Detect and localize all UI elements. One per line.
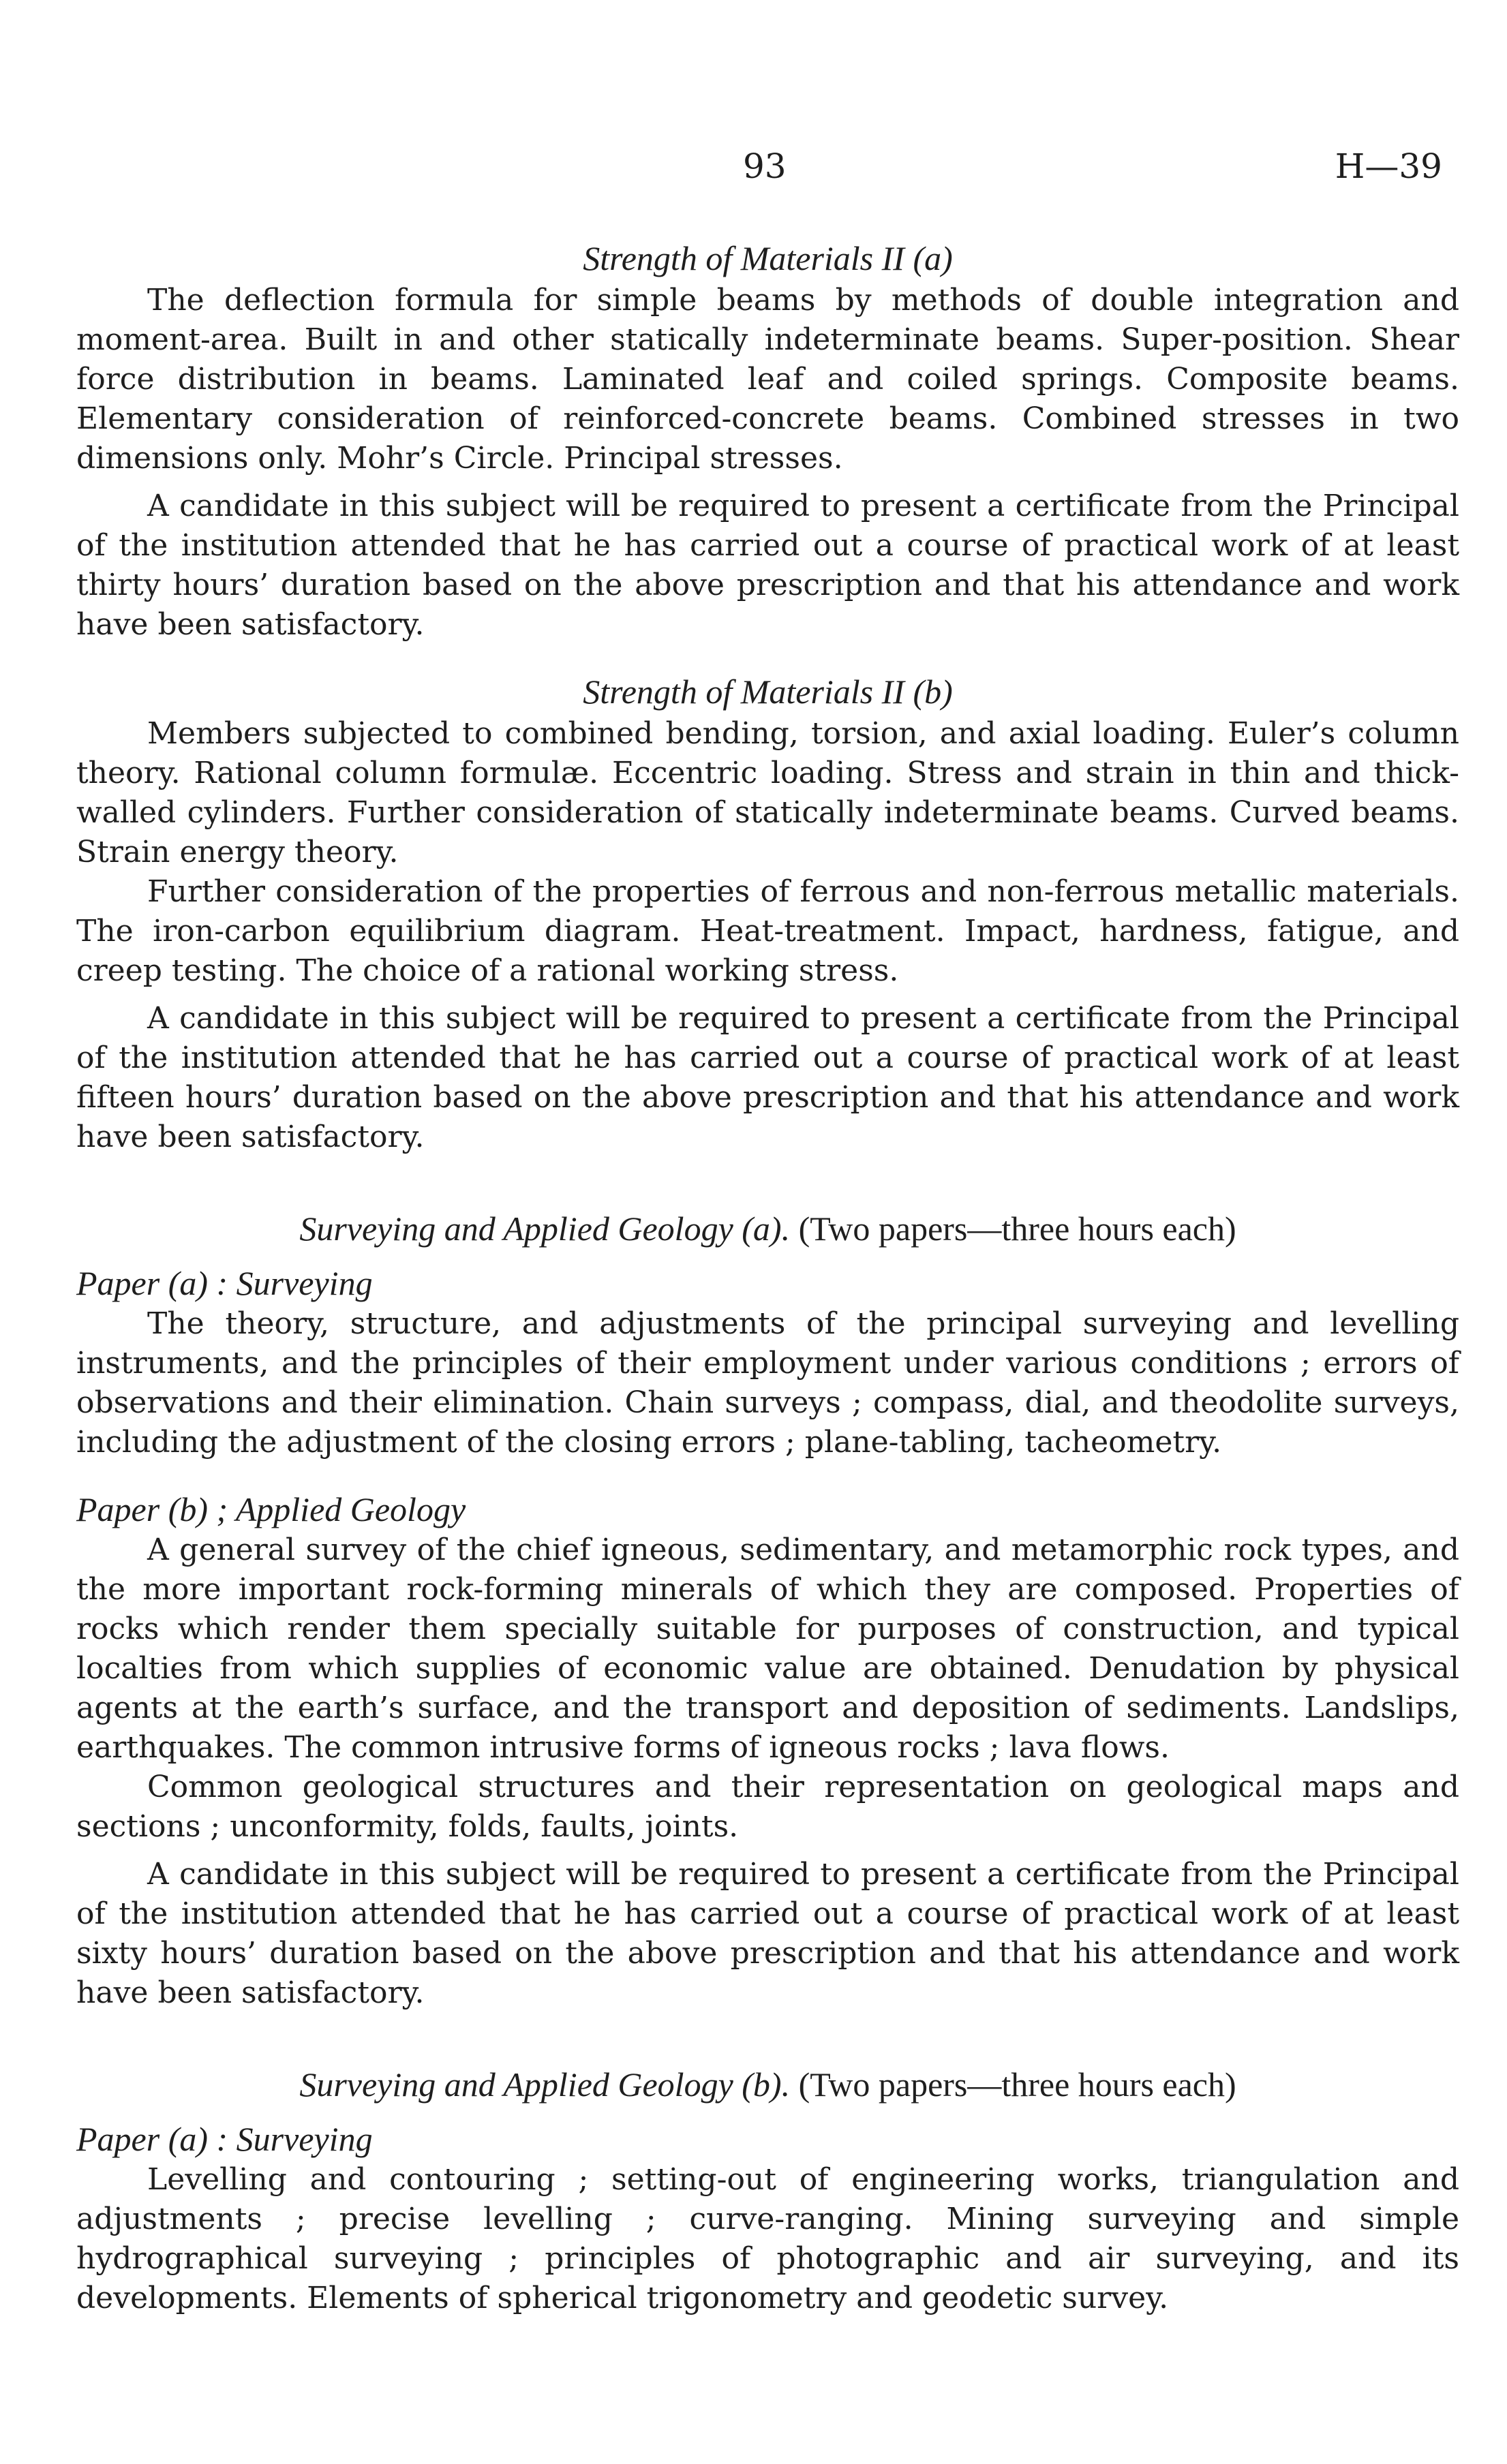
page-number: 93: [743, 147, 787, 186]
paragraph: Members subjected to combined bending, torsion, and axial loading. Euler’s column theory. Rational column formulæ. Eccentric loading. Stress and strain in thin and thick-walled cylinders. Further consideration of statically indeterminate beams. Curved beams. Strain energy theory.: [76, 716, 1459, 869]
paragraph: A candidate in this subject will be required to present a certificate from the Principal of the institution attended that he has carried out a course of practical work of at least thirty hours’ duration based on the above prescription and that his attendance and work have been satisfactory.: [76, 489, 1459, 642]
paper-heading: Paper (b) ; Applied Geology: [76, 1490, 466, 1528]
section-heading: Strength of Materials II (b): [583, 673, 953, 711]
paper-heading: Paper (a) : Surveying: [76, 1264, 373, 1302]
section-title-note: (Two papers—three hours each): [798, 2065, 1236, 2104]
section-heading: Strength of Materials II (a): [583, 239, 953, 277]
page-reference: H—39: [1335, 147, 1442, 186]
section-heading: [76, 1209, 1459, 1248]
paragraph: A candidate in this subject will be required to present a certificate from the Principal of the institution attended that he has carried out a course of practical work of at least fifteen hours’ duration based on the above prescription and that his attendance and work have been satisfactory.: [76, 1001, 1459, 1154]
paragraph: A candidate in this subject will be required to present a certificate from the Principal of the institution attended that he has carried out a course of practical work of at least sixty hours’ duration based on the above prescription and that his attendance and work have been satisfactory.: [76, 1857, 1459, 2010]
paper-heading: Paper (a) : Surveying: [76, 2120, 373, 2158]
section-title: Surveying and Applied Geology (a).: [299, 1210, 791, 1248]
section-title-note: (Two papers—three hours each): [798, 1210, 1236, 1248]
paragraph: Common geological structures and their representation on geological maps and sections ; unconformity, folds, faults, joints.: [76, 1770, 1459, 1844]
paragraph: The deflection formula for simple beams by methods of double integration and moment-area. Built in and other statically indeterminate beams. Super-position. Shear force distribution in beams. Laminated leaf and coiled springs. Composite beams. Elementary consideration of reinforced-concrete beams. Combined stresses in two dimensions only. Mohr’s Circle. Principal stresses.: [76, 283, 1459, 476]
paragraph: Levelling and contouring ; setting-out of engineering works, triangulation and adjustments ; precise levelling ; curve-ranging. Mining surveying and simple hydrographical surveying ; principles of photographic and air surveying, and its developments. Elements of spherical trigonometry and geodetic survey.: [76, 2162, 1459, 2315]
section-title: Surveying and Applied Geology (b).: [299, 2065, 791, 2104]
paragraph: The theory, structure, and adjustments of the principal surveying and levelling instruments, and the principles of their employment under various conditions ; errors of observations and their elimination. Chain surveys ; compass, dial, and theodolite surveys, including the adjustment of the closing errors ; plane-tabling, tacheometry.: [76, 1306, 1459, 1460]
paragraph: Further consideration of the properties of ferrous and non-ferrous metallic materials. The iron-carbon equilibrium diagram. Heat-treatment. Impact, hardness, fatigue, and creep testing. The choice of a rational working stress.: [76, 874, 1459, 988]
paragraph: A general survey of the chief igneous, sedimentary, and metamorphic rock types, and the more important rock-forming minerals of which they are composed. Properties of rocks which render them specially suitable for purposes of construction, and typical localties from which supplies of economic value are obtained. Denudation by physical agents at the earth’s surface, and the transport and deposition of sediments. Landslips, earthquakes. The common intrusive forms of igneous rocks ; lava flows.: [76, 1533, 1459, 1765]
section-heading: [76, 2065, 1459, 2104]
